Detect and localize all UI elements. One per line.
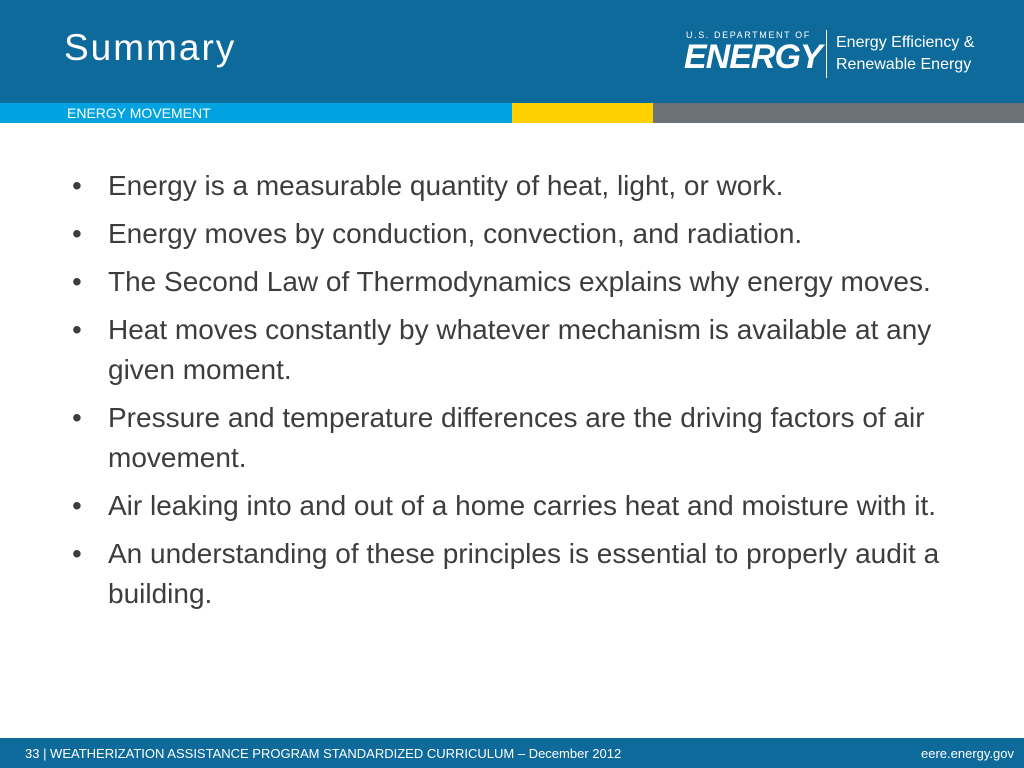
bullet-item bbox=[72, 214, 972, 254]
logo-divider bbox=[826, 30, 827, 78]
bullet-dot: • bbox=[72, 402, 82, 433]
color-band-gray bbox=[653, 103, 1024, 123]
slide-title: Summary bbox=[64, 27, 237, 68]
bullet-text: Energy is a measurable quantity of heat, light, or work. bbox=[108, 170, 784, 201]
bullet-item bbox=[72, 310, 972, 390]
section-label: ENERGY MOVEMENT bbox=[67, 105, 211, 121]
footer-website: eere.energy.gov bbox=[921, 746, 1014, 761]
bullet-text: Air leaking into and out of a home carries heat and moisture with it. bbox=[108, 490, 936, 521]
bullet-item bbox=[72, 262, 972, 302]
logo-office-line-2: Renewable Energy bbox=[836, 56, 972, 73]
bullet-item bbox=[72, 534, 972, 614]
doe-eere-logo bbox=[684, 30, 1014, 80]
logo-energy-wordmark: ENERGY bbox=[684, 38, 822, 76]
bullet-dot: • bbox=[72, 538, 82, 569]
bullet-text: The Second Law of Thermodynamics explains why energy moves. bbox=[108, 266, 931, 297]
bullet-list bbox=[72, 166, 972, 622]
bullet-dot: • bbox=[72, 266, 82, 297]
bullet-dot: • bbox=[72, 314, 82, 345]
bullet-item bbox=[72, 166, 972, 206]
bullet-dot: • bbox=[72, 170, 82, 201]
logo-office-name bbox=[836, 32, 974, 76]
footer-page-info: 33 | WEATHERIZATION ASSISTANCE PROGRAM STANDARDIZED CURRICULUM – December 2012 bbox=[25, 746, 622, 761]
bullet-item bbox=[72, 486, 972, 526]
bullet-text: Heat moves constantly by whatever mechanism is available at any given moment. bbox=[108, 314, 932, 385]
bullet-text: Energy moves by conduction, convection, and radiation. bbox=[108, 218, 803, 249]
logo-office-line-1: Energy Efficiency & bbox=[836, 34, 975, 51]
color-band-yellow bbox=[512, 103, 653, 123]
bullet-text: Pressure and temperature differences are the driving factors of air movement. bbox=[108, 402, 925, 473]
logo-department-text: U.S. DEPARTMENT OF bbox=[686, 30, 811, 40]
bullet-dot: • bbox=[72, 218, 82, 249]
bullet-item bbox=[72, 398, 972, 478]
bullet-text: An understanding of these principles is essential to properly audit a building. bbox=[108, 538, 940, 609]
slide-header bbox=[0, 0, 1024, 103]
slide-footer bbox=[0, 738, 1024, 768]
bullet-dot: • bbox=[72, 490, 82, 521]
